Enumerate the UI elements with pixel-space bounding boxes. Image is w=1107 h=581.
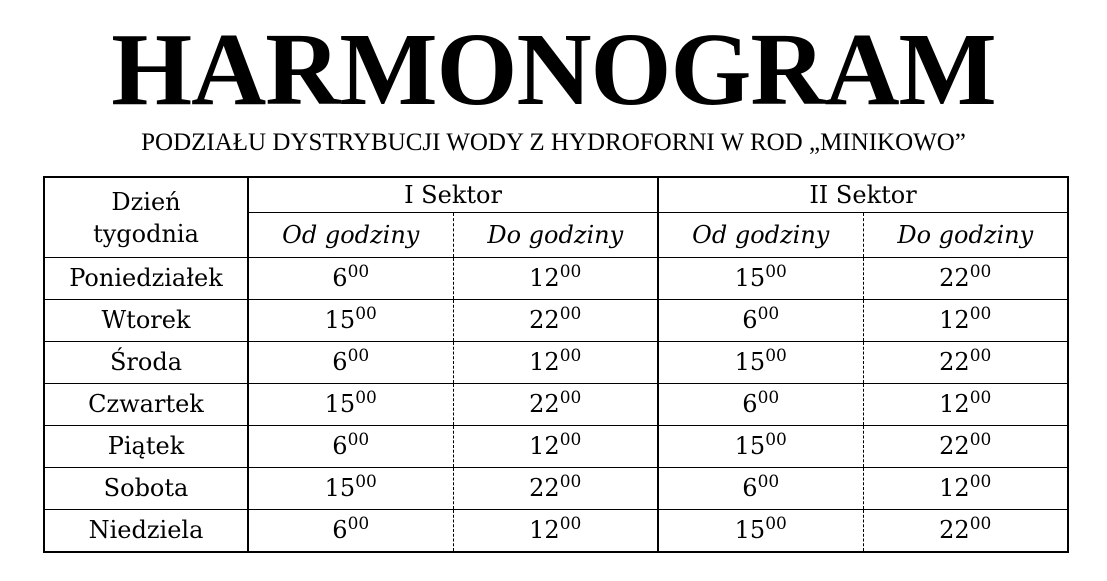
hour-value: 6 [332,264,348,293]
page-title: HARMONOGRAM [111,12,996,127]
sector-2-from-cell [658,425,863,467]
sector-2-to-cell [863,425,1068,467]
sector-2-to-cell [863,467,1068,509]
sector-1-to-cell [453,341,658,383]
sector-2-to-cell [863,299,1068,341]
hour-value: 12 [529,348,560,377]
sector-1-to-cell [453,425,658,467]
hour-value: 6 [332,432,348,461]
hour-value: 15 [734,348,766,377]
day-header-label: Dzień tygodnia [93,187,199,248]
sector-2-from-cell [658,258,863,300]
hour-value: 15 [734,516,766,545]
sector-2-from-cell [658,299,863,341]
day-column-header [44,177,248,258]
minute-value: 00 [355,472,377,493]
minute-value: 00 [347,514,370,535]
day-cell: Piątek [44,425,248,467]
hour-value: 15 [324,306,356,335]
hour-value: 6 [742,390,758,419]
minute-value: 00 [355,388,377,409]
hour-value: 22 [939,264,970,293]
minute-value: 00 [559,514,582,535]
minute-value: 00 [969,430,992,451]
hour-value: 6 [332,516,348,545]
sector-1-from-cell [248,341,453,383]
minute-value: 00 [765,346,787,367]
hour-value: 12 [939,306,970,335]
sector-2-to-cell [863,341,1068,383]
day-cell: Czwartek [44,383,248,425]
hour-value: 15 [324,390,356,419]
table-header-row [44,177,1068,213]
minute-value: 00 [969,262,992,283]
sector-2-to-cell [863,383,1068,425]
minute-value: 00 [757,388,780,409]
schedule-body [44,258,1068,553]
minute-value: 00 [559,388,582,409]
sector-1-to-cell [453,509,658,552]
page-subtitle: PODZIAŁU DYSTRYBUCJI WODY Z HYDROFORNI W ROD „MINIKOWO” [141,129,966,156]
minute-value: 00 [969,346,992,367]
sector-1-to-cell [453,299,658,341]
minute-value: 00 [969,304,992,325]
sector-2-from-cell [658,509,863,552]
table-row [44,299,1068,341]
minute-value: 00 [765,430,787,451]
sector-2-from-cell [658,383,863,425]
sector-1-from-cell [248,425,453,467]
sector-2-from-cell [658,467,863,509]
sector-1-from-cell [248,383,453,425]
hour-value: 6 [742,306,758,335]
table-row [44,383,1068,425]
minute-value: 00 [559,346,582,367]
sector-1-to-cell [453,467,658,509]
minute-value: 00 [969,514,992,535]
minute-value: 00 [559,430,582,451]
hour-value: 22 [529,390,560,419]
hour-value: 22 [939,432,970,461]
minute-value: 00 [347,346,370,367]
minute-value: 00 [559,304,582,325]
table-row [44,258,1068,300]
sector-2-from-header: Od godziny [658,213,863,258]
hour-value: 15 [324,474,356,503]
hour-value: 12 [529,432,560,461]
sector-1-to-cell [453,383,658,425]
table-row [44,509,1068,552]
table-row [44,467,1068,509]
sector-1-to-header: Do godziny [453,213,658,258]
hour-value: 6 [332,348,348,377]
hour-value: 22 [529,306,560,335]
sector-1-to-cell [453,258,658,300]
minute-value: 00 [969,388,992,409]
table-row [44,425,1068,467]
hour-value: 22 [939,348,970,377]
table-row [44,341,1068,383]
hour-value: 12 [529,264,560,293]
hour-value: 15 [734,264,766,293]
sector-2-to-cell [863,509,1068,552]
hour-value: 22 [529,474,560,503]
day-cell: Środa [44,341,248,383]
minute-value: 00 [757,472,780,493]
hour-value: 12 [529,516,560,545]
minute-value: 00 [559,472,582,493]
minute-value: 00 [355,304,377,325]
day-cell: Sobota [44,467,248,509]
minute-value: 00 [765,262,787,283]
minute-value: 00 [347,262,370,283]
hour-value: 15 [734,432,766,461]
day-cell: Poniedziałek [44,258,248,300]
minute-value: 00 [347,430,370,451]
sector-1-from-cell [248,258,453,300]
sector-1-from-cell [248,299,453,341]
sector-1-from-cell [248,509,453,552]
hour-value: 12 [939,474,970,503]
sector-2-header: II Sektor [658,177,1068,213]
sector-1-from-header: Od godziny [248,213,453,258]
day-cell: Wtorek [44,299,248,341]
hour-value: 6 [742,474,758,503]
minute-value: 00 [765,514,787,535]
sector-2-to-header: Do godziny [863,213,1068,258]
sector-2-to-cell [863,258,1068,300]
minute-value: 00 [757,304,780,325]
hour-value: 12 [939,390,970,419]
sector-1-header: I Sektor [248,177,658,213]
hour-value: 22 [939,516,970,545]
sector-1-from-cell [248,467,453,509]
day-cell: Niedziela [44,509,248,552]
minute-value: 00 [969,472,992,493]
schedule-table [43,176,1069,553]
minute-value: 00 [559,262,582,283]
sector-2-from-cell [658,341,863,383]
